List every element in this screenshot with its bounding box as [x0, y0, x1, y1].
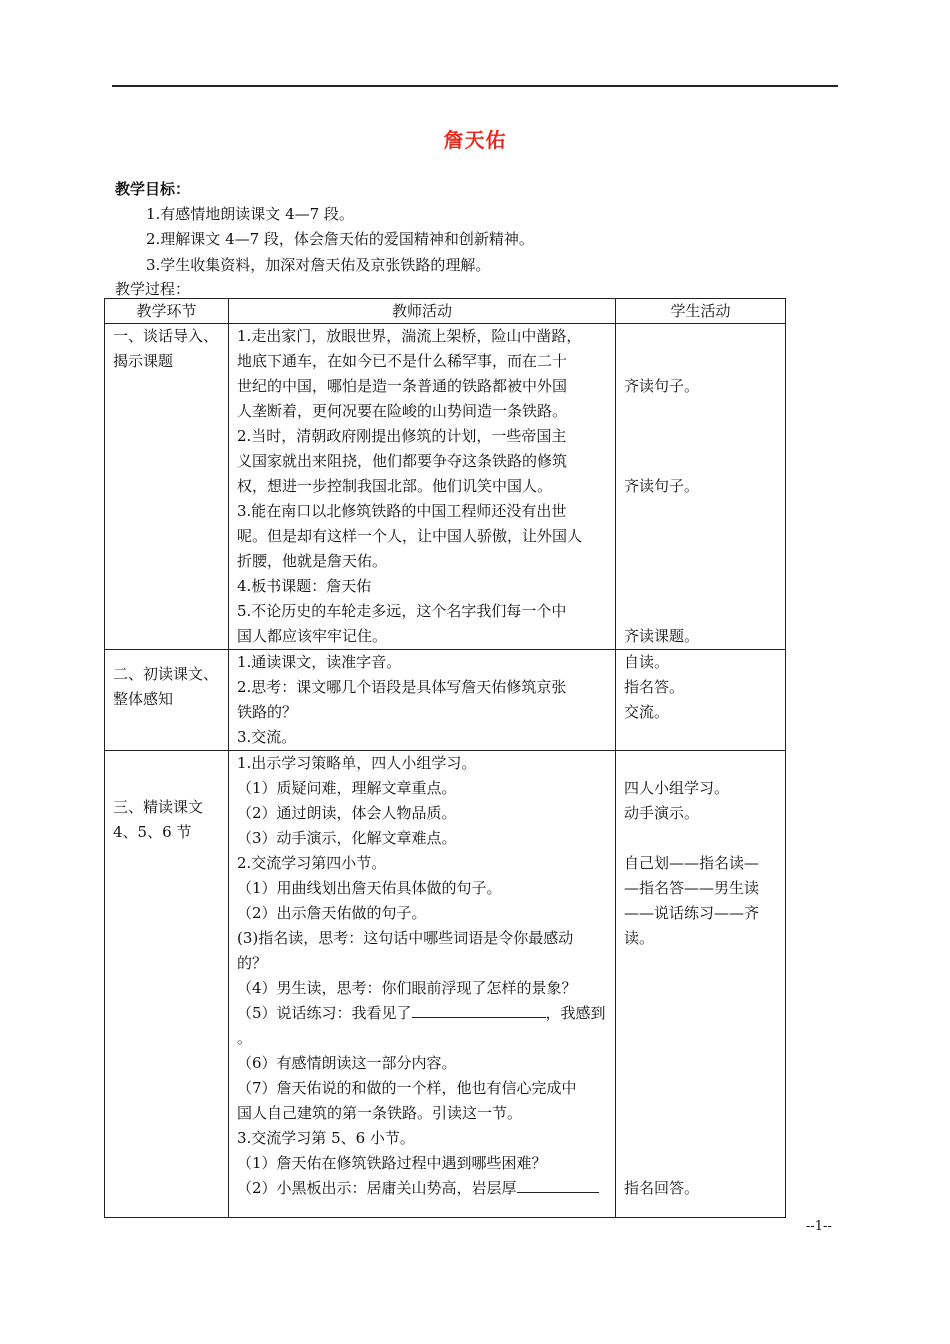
student-line [624, 1076, 777, 1101]
fill-in-blank [412, 1001, 546, 1018]
header-teacher: 教师活动 [229, 299, 616, 324]
student-line [624, 1051, 777, 1076]
student-line: 齐读句子。 [624, 477, 700, 495]
stage-cell [105, 324, 229, 650]
goals-heading: 教学目标： [115, 180, 191, 198]
teacher-line: 5.不论历史的车轮走多远，这个名字我们每一个中 [237, 602, 567, 620]
header-rule [112, 85, 838, 87]
teacher-line: 铁路的？ [237, 703, 298, 721]
header-student: 学生活动 [616, 299, 786, 324]
teacher-line-with-blank [237, 1176, 607, 1201]
student-line [624, 499, 777, 524]
teacher-line: 1.出示学习策略单，四人小组学习。 [237, 754, 477, 772]
student-line [624, 324, 777, 349]
teacher-line: 地底下通车，在如今已不是什么稀罕事，而在二十 [237, 352, 568, 370]
stage-line: 一、谈话导入、 [113, 327, 219, 345]
stage-line: 揭示课题 [113, 352, 174, 370]
teacher-line: （3）动手演示，化解文章难点。 [237, 829, 457, 847]
student-line [624, 399, 777, 424]
teacher-line: 3.能在南口以北修筑铁路的中国工程师还没有出世 [237, 502, 567, 520]
page-number: --1-- [806, 1219, 832, 1234]
student-line: 齐读句子。 [624, 377, 700, 395]
teacher-line: （7）詹天佑说的和做的一个样，他也有信心完成中 [237, 1079, 577, 1097]
teacher-line: (3)指名读，思考：这句话中哪些词语是令你最感动 [237, 929, 574, 947]
student-line [624, 1001, 777, 1026]
teacher-line: 权，想进一步控制我国北部。他们讥笑中国人。 [237, 477, 553, 495]
student-line [624, 449, 777, 474]
stage-line: 整体感知 [113, 690, 174, 708]
teacher-line: 2.思考：课文哪几个语段是具体写詹天佑修筑京张 [237, 678, 567, 696]
student-line [624, 976, 777, 1001]
teacher-line: 4.板书课题：詹天佑 [237, 577, 372, 595]
student-line [624, 549, 777, 574]
teacher-activity-cell [229, 751, 616, 1218]
teacher-line: 2.交流学习第四小节。 [237, 854, 387, 872]
student-line [624, 1026, 777, 1051]
student-line [624, 826, 777, 851]
student-line [624, 1126, 777, 1151]
teacher-line: （1）质疑问难，理解文章重点。 [237, 779, 457, 797]
teacher-line: （2）出示詹天佑做的句子。 [237, 904, 427, 922]
stage-line: 二、初读课文、 [113, 665, 219, 683]
student-line [624, 349, 777, 374]
teacher-line: （4）男生读，思考：你们眼前浮现了怎样的景象？ [237, 979, 577, 997]
student-line: 交流。 [624, 703, 670, 721]
teacher-line: 人垄断着，更何况要在险峻的山势间造一条铁路。 [237, 402, 568, 420]
student-line: 齐读课题。 [624, 627, 700, 645]
teacher-line: 世纪的中国，哪怕是造一条普通的铁路都被中外国 [237, 377, 568, 395]
teacher-line: （1）詹天佑在修筑铁路过程中遇到哪些困难？ [237, 1154, 547, 1172]
student-line [624, 424, 777, 449]
student-line: 指名答。 [624, 678, 685, 696]
teacher-line: 的？ [237, 954, 268, 972]
goal-item: 1.有感情地朗读课文 4—7 段。 [146, 205, 354, 223]
stage-cell [105, 751, 229, 1218]
table-row [105, 324, 786, 650]
stage-line: 三、精读课文 [113, 798, 204, 816]
student-line [624, 574, 777, 599]
student-line [624, 524, 777, 549]
teacher-line: 国人自己建筑的第一条铁路。引读这一节。 [237, 1104, 523, 1122]
student-line [624, 751, 777, 776]
lesson-table [104, 298, 786, 1218]
student-activity-cell [616, 324, 786, 650]
fill-in-blank [517, 1176, 599, 1193]
teacher-line: 3.交流。 [237, 728, 297, 746]
document-title: 詹天佑 [443, 128, 507, 152]
teacher-line: （1）用曲线划出詹天佑具体做的句子。 [237, 879, 502, 897]
teacher-activity-cell [229, 650, 616, 751]
student-line [624, 1151, 777, 1176]
student-line: 四人小组学习。 [624, 779, 730, 797]
goal-item: 2.理解课文 4—7 段，体会詹天佑的爱国精神和创新精神。 [146, 230, 534, 248]
stage-cell [105, 650, 229, 751]
teacher-fill-suffix: ，我感到 [545, 1004, 606, 1022]
teacher-fill-prefix: （5）说话练习：我看见了 [237, 1004, 412, 1022]
teacher-line-with-blank [237, 1001, 607, 1026]
stage-line: 4、5、6 节 [113, 823, 192, 841]
student-line [624, 599, 777, 624]
student-line: 读。 [624, 929, 655, 947]
teacher-line: （6）有感情朗读这一部分内容。 [237, 1054, 457, 1072]
student-line: 自读。 [624, 653, 670, 671]
teacher-line: 3.交流学习第 5、6 小节。 [237, 1129, 415, 1147]
table-row [105, 650, 786, 751]
teacher-fill-prefix: （2）小黑板出示：居庸关山势高，岩层厚 [237, 1179, 517, 1197]
table-row [105, 751, 786, 1218]
student-line: 自己划——指名读— [624, 854, 760, 872]
table-header-row [105, 299, 786, 324]
student-line: 指名回答。 [624, 1179, 700, 1197]
student-activity-cell [616, 650, 786, 751]
student-line: ——说话练习——齐 [624, 904, 760, 922]
student-activity-cell [616, 751, 786, 1218]
student-line [624, 1101, 777, 1126]
teacher-line: 1.走出家门，放眼世界，湍流上架桥，险山中凿路， [237, 327, 582, 345]
teacher-line: （2）通过朗读，体会人物品质。 [237, 804, 457, 822]
teacher-line: 2.当时，清朝政府刚提出修筑的计划，一些帝国主 [237, 427, 567, 445]
student-line [624, 951, 777, 976]
student-line: —指名答——男生读 [624, 879, 760, 897]
teacher-line: 1.通读课文，读准字音。 [237, 653, 402, 671]
teacher-activity-cell [229, 324, 616, 650]
teacher-line: 呢。但是却有这样一个人，让中国人骄傲，让外国人 [237, 527, 583, 545]
header-stage: 教学环节 [105, 299, 229, 324]
student-line: 动手演示。 [624, 804, 700, 822]
teacher-line: 。 [237, 1029, 253, 1047]
process-heading: 教学过程： [115, 280, 191, 298]
teacher-line: 义国家就出来阻挠，他们都要争夺这条铁路的修筑 [237, 452, 568, 470]
teacher-line: 折腰，他就是詹天佑。 [237, 552, 388, 570]
goal-item: 3.学生收集资料，加深对詹天佑及京张铁路的理解。 [146, 256, 491, 274]
teacher-line: 国人都应该牢牢记住。 [237, 627, 388, 645]
